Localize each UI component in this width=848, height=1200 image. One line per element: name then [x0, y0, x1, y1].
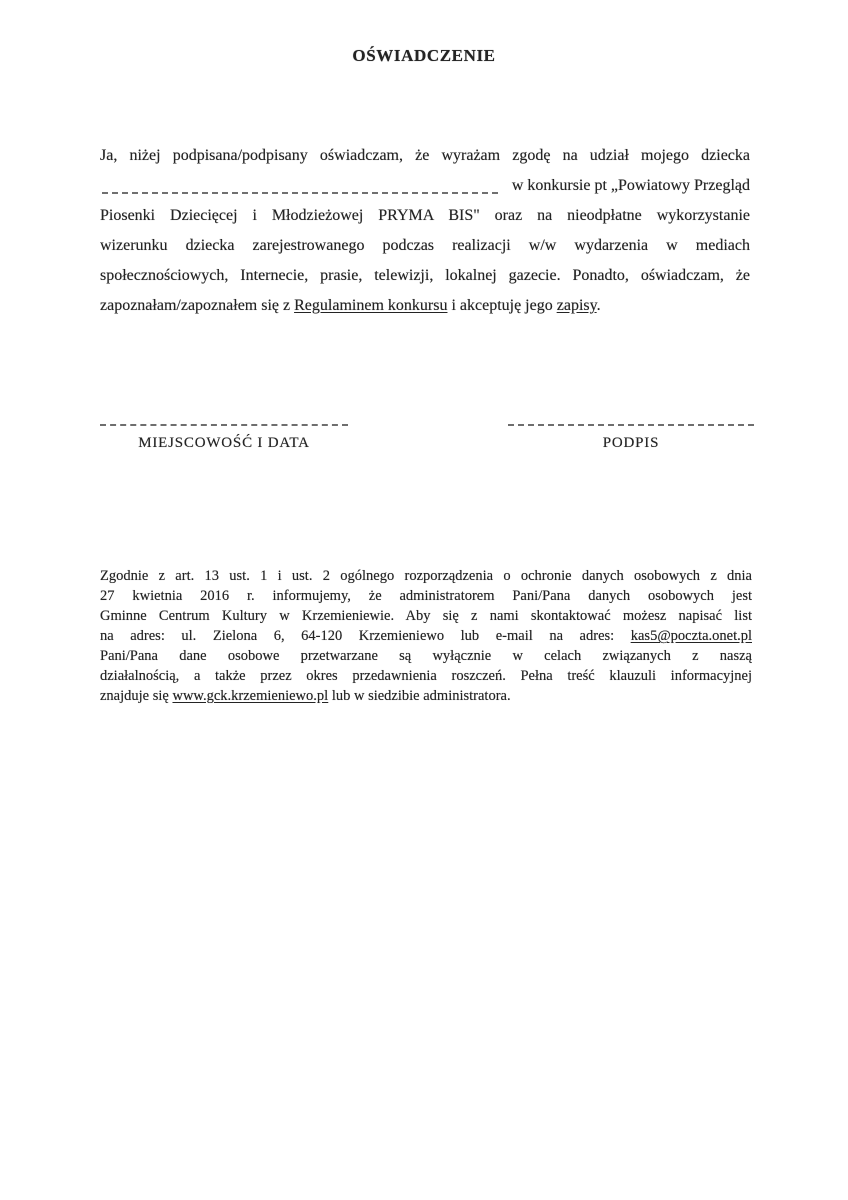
text-segment: wizerunku dziecka zarejestrowanego podczas realizacji w/w wydarzenia w mediach	[100, 237, 750, 254]
text-segment: działalnością, a także przez okres przedawnienia roszczeń. Pełna treść klauzuli informacyjnej	[100, 668, 752, 684]
gdpr-line	[100, 626, 752, 646]
document-title: OŚWIADCZENIE	[352, 46, 496, 65]
underlined-regulations-reference: Regulaminem konkursu	[294, 297, 448, 314]
declaration-line	[100, 231, 750, 261]
text-segment: zapoznałam/zapoznałem się z	[100, 297, 295, 314]
text-segment: znajduje się	[100, 688, 173, 704]
declaration-line	[100, 171, 750, 201]
gdpr-line	[100, 566, 752, 586]
email-link: kas5@poczta.onet.pl	[630, 628, 752, 644]
location-date-dotted-line	[100, 414, 348, 426]
signature-dotted-line	[508, 414, 754, 426]
text-segment: i akceptuję jego	[447, 297, 557, 314]
location-date-label: MIEJSCOWOŚĆ I DATA	[138, 435, 310, 451]
gdpr-line	[100, 666, 752, 686]
text-segment: .	[596, 297, 601, 314]
signature-label: PODPIS	[602, 435, 660, 451]
signature-section	[100, 414, 750, 474]
declaration-line-text: w konkursie pt „Powiatowy Przegląd	[511, 177, 750, 194]
fill-in-dotted-line	[102, 192, 498, 194]
declaration-line	[100, 141, 750, 171]
text-segment: 27 kwietnia 2016 r. informujemy, że administratorem Pani/Pana danych osobowych jest	[100, 588, 752, 604]
underlined-zapisy-text: zapisy	[556, 297, 597, 314]
website-link: www.gck.krzemieniewo.pl	[172, 688, 329, 704]
text-segment: na adres: ul. Zielona 6, 64-120 Krzemieniewo lub e-mail na adres:	[100, 628, 631, 644]
text-segment: lub w siedzibie administratora.	[328, 688, 511, 704]
text-segment: Zgodnie z art. 13 ust. 1 i ust. 2 ogólnego rozporządzenia o ochronie danych osobowych z dnia	[100, 568, 752, 584]
gdpr-line	[100, 686, 752, 706]
gdpr-line	[100, 606, 752, 626]
declaration-line	[100, 291, 750, 321]
gdpr-clause-paragraph	[100, 566, 752, 706]
text-segment: Ja, niżej podpisana/podpisany oświadczam, że wyrażam zgodę na udział mojego dziecka	[100, 147, 750, 164]
text-segment: Gminne Centrum Kultury w Krzemieniewie. Aby się z nami skontaktować możesz napisać list	[100, 608, 752, 624]
gdpr-line	[100, 586, 752, 606]
text-segment: Pani/Pana dane osobowe przetwarzane są wyłącznie w celach związanych z naszą	[100, 648, 752, 664]
signature-block-location-date	[100, 414, 348, 452]
gdpr-line	[100, 646, 752, 666]
declaration-line	[100, 261, 750, 291]
text-segment: Piosenki Dziecięcej i Młodzieżowej PRYMA BIS" oraz na nieodpłatne wykorzystanie	[100, 207, 750, 224]
declaration-line	[100, 201, 750, 231]
declaration-paragraph	[100, 141, 750, 321]
signature-block-signature	[508, 414, 754, 452]
text-segment: społecznościowych, Internecie, prasie, telewizji, lokalnej gazecie. Ponadto, oświadczam, że	[100, 267, 750, 284]
